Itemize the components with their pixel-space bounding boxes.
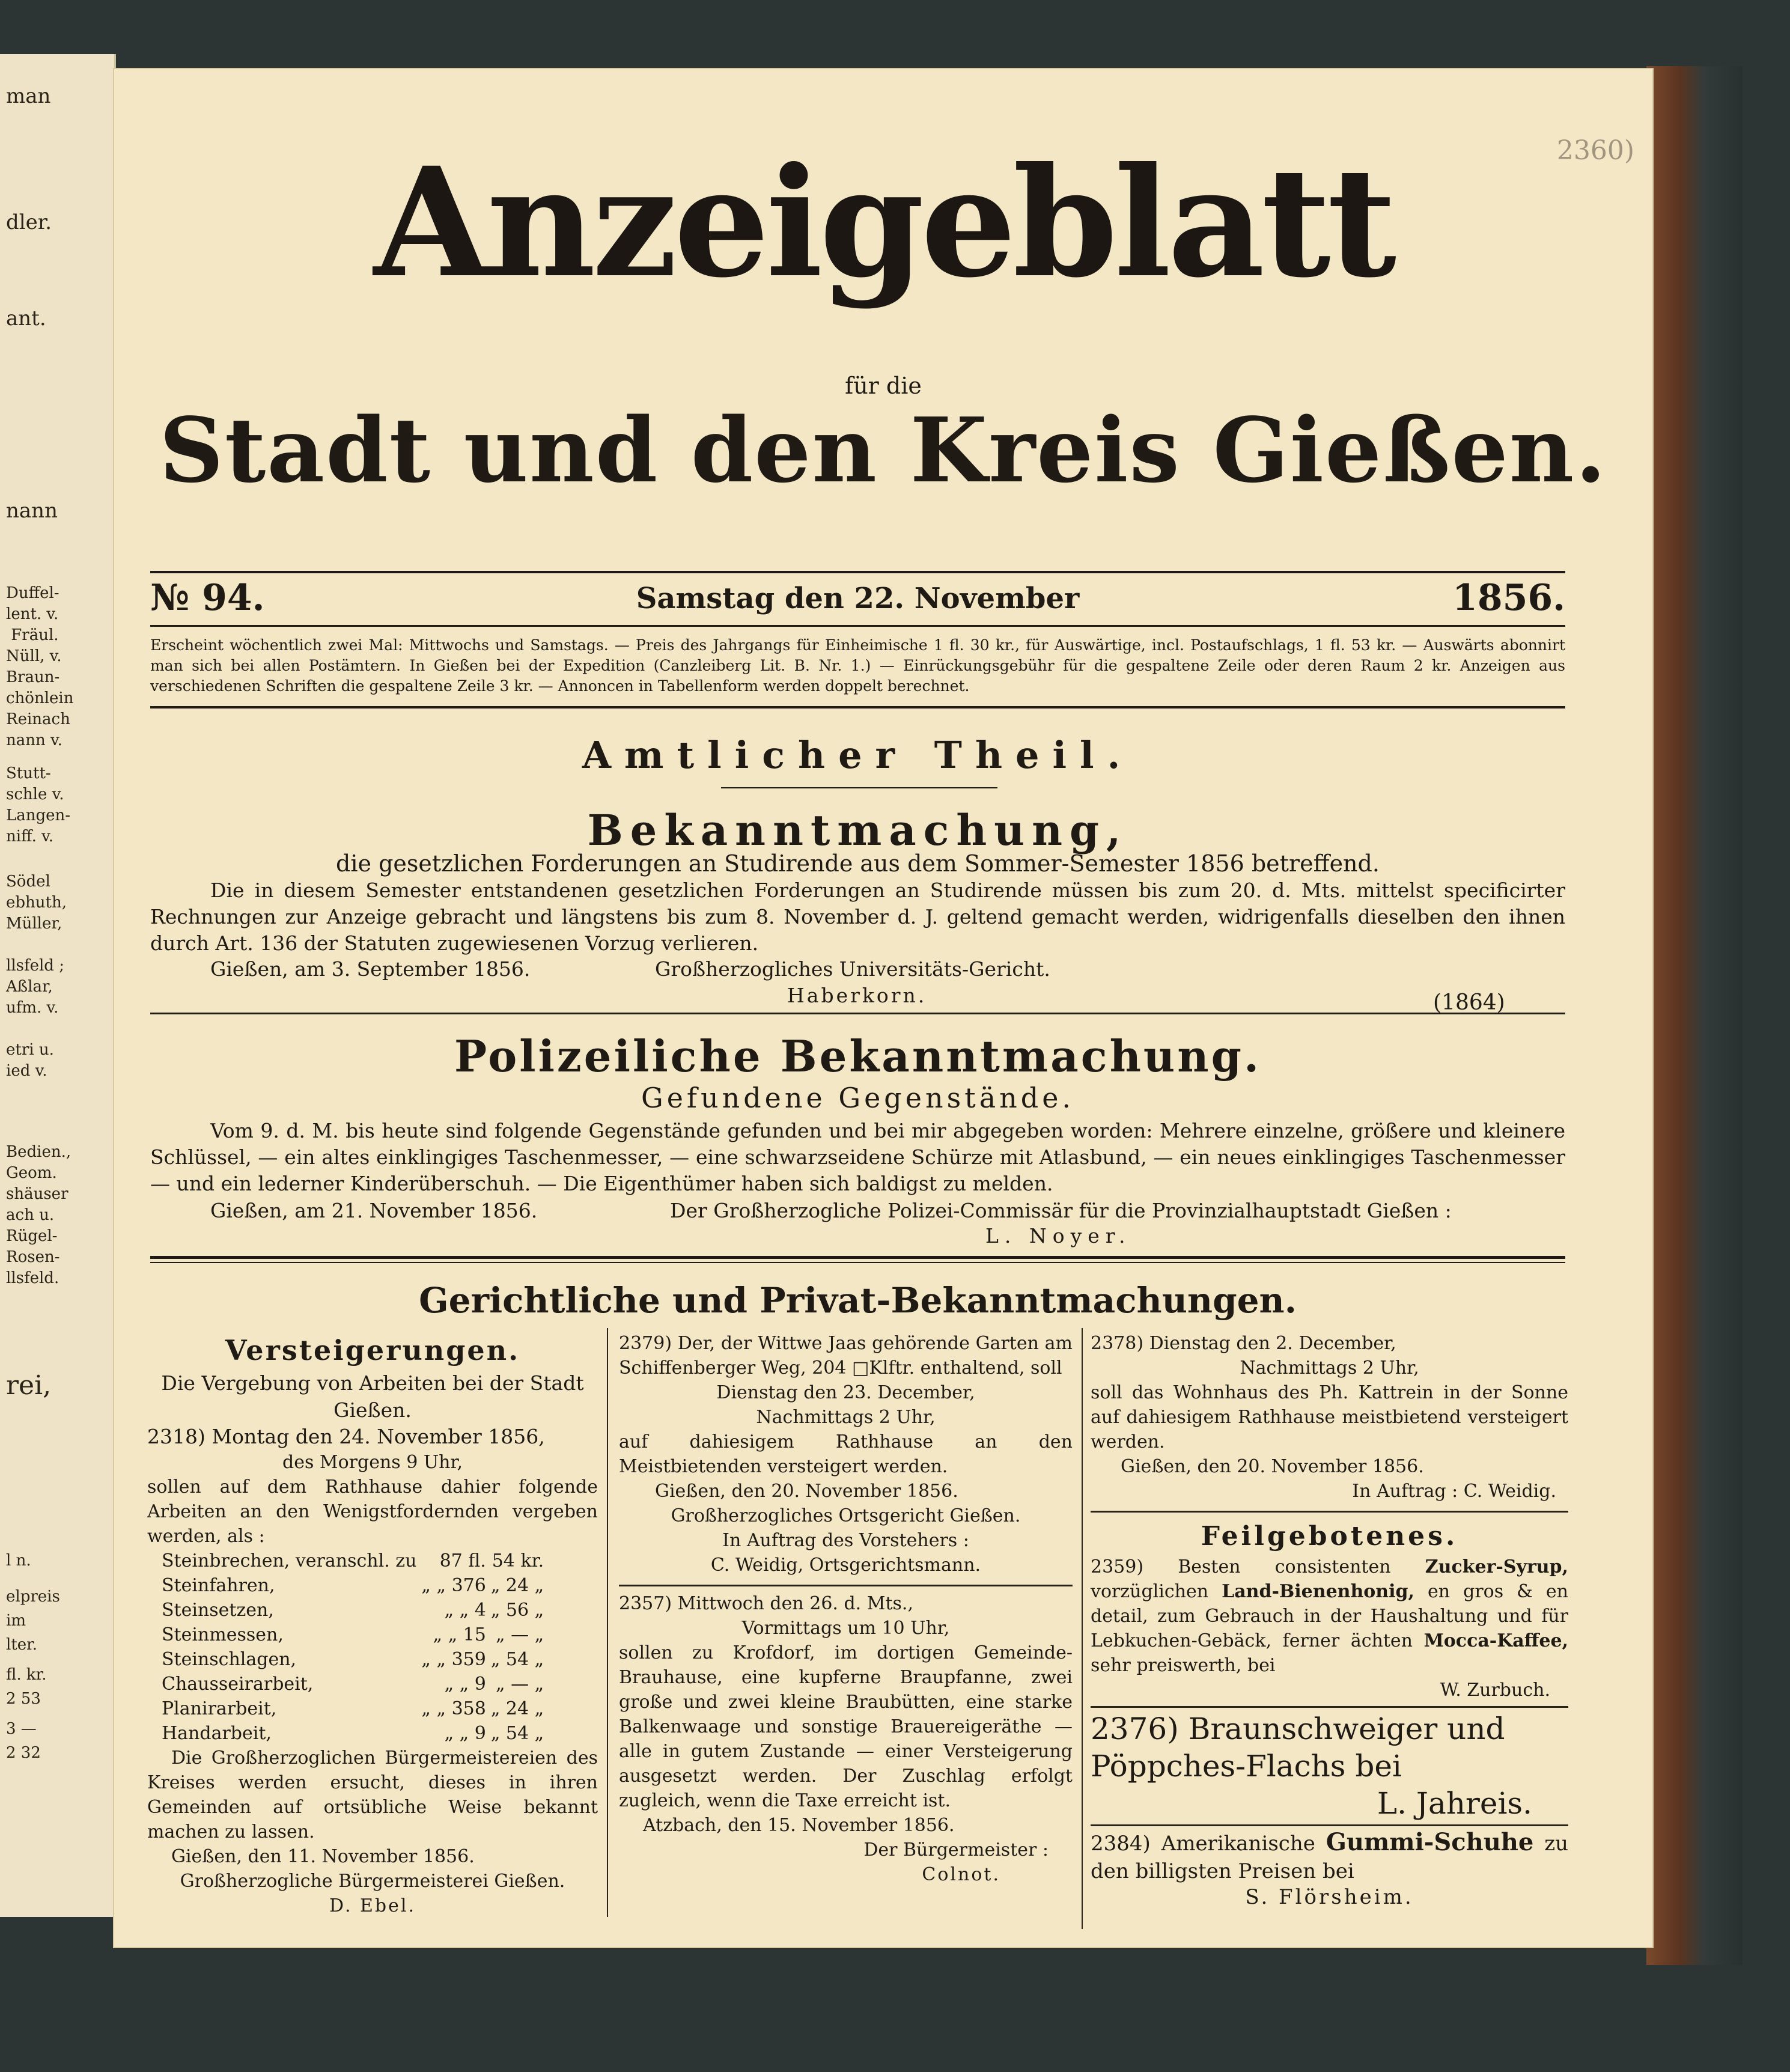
rubber-shoe-ad-text: 2384) Amerikanische — [1091, 1832, 1315, 1856]
left-page-line: rei, — [6, 1370, 52, 1401]
notice-signer: Haberkorn. — [787, 984, 927, 1007]
left-page-fragment: Södel ebhuth, Müller, — [6, 873, 67, 933]
issue-number: № 94. — [150, 577, 265, 619]
garden-auction-time: Nachmittags 2 Uhr, — [756, 1407, 936, 1428]
left-page-line: ant. — [6, 306, 46, 331]
rubber-shoe-ad-text: zu den billigsten Preisen bei — [1091, 1832, 1568, 1883]
bleed-through-page-number: 2360) — [1556, 135, 1634, 166]
section-heading-for-sale: Feilgebotenes. — [1201, 1521, 1458, 1552]
price-item-florin: 87 fl. — [439, 1550, 486, 1571]
police-notice-body: Vom 9. d. M. bis heute sind folgende Gegenstände gefunden und bei mir abgegeben worden: Mehrere einzelne, größere und kleinere Schlüssel, — ein altes einklingiges Taschenmesser, — eine schwarzseidene Schürze mit Atlasbund, — ein neues einklingiges Taschenmesser — und ein lederner Kinderüberschuh. — Die Eigenthümer haben sich baldigst zu melden. — [150, 1119, 1565, 1195]
auction-text: sollen auf dem Rathhause dahier folgende Arbeiten an den Wenigstfordernden vergeben werden, als : — [147, 1476, 598, 1547]
brewery-auction-place-date: Atzbach, den 15. November 1856. — [643, 1815, 955, 1836]
price-item-kreuzer: „ 24 „ — [490, 1575, 544, 1596]
notice-authority: Großherzogliches Universitäts-Gericht. — [655, 957, 1050, 981]
price-item-florin: „ „ 4 — [444, 1600, 486, 1621]
house-auction-text: soll das Wohnhaus des Ph. Kattrein in der Sonne auf dahiesigem Rathhause meistbietend versteigert werden. — [1091, 1382, 1568, 1452]
garden-auction-authority: Großherzogliches Ortsgericht Gießen. — [671, 1505, 1021, 1526]
price-row — [159, 1721, 546, 1746]
brewery-auction-time: Vormittags um 10 Uhr, — [741, 1618, 950, 1639]
price-item-kreuzer: „ 54 „ — [490, 1723, 544, 1744]
price-item-florin: „ „ 359 — [421, 1649, 486, 1670]
section-heading-court-private: Gerichtliche und Privat-Bekanntmachungen. — [419, 1280, 1297, 1321]
left-page-fragment: Bedien., Geom. shäuser ach u. Rügel- Rosen- llsfeld. — [6, 1143, 72, 1287]
price-item-kreuzer: 54 kr. — [492, 1550, 544, 1571]
price-item-kreuzer: „ — „ — [496, 1674, 544, 1695]
masthead-fuer: für die — [845, 373, 922, 399]
left-page-fragment: elpreis — [6, 1588, 60, 1606]
issue-date: Samstag den 22. November — [636, 582, 1080, 615]
issue-year: 1856. — [1452, 577, 1565, 619]
sale-ad-text: en gros & en detail, zum Gebrauch in der Haushaltung und für Lebkuchen-Gebäck, ferner ächten — [1091, 1581, 1568, 1651]
auction-intro: Die Vergebung von Arbeiten bei der Stadt Gießen. — [161, 1371, 584, 1422]
house-auction-place-date: Gießen, den 20. November 1856. — [1121, 1456, 1424, 1477]
rule — [721, 787, 997, 788]
rule — [150, 1013, 1565, 1014]
left-page-fragment: 2 53 — [6, 1690, 41, 1708]
left-page-fragment: l n. — [6, 1552, 31, 1570]
police-notice-heading: Polizeiliche Bekanntmachung. — [454, 1031, 1262, 1082]
left-page-fragment: Duffel- lent. v. Fräul. Nüll, v. Braun- chönlein Reinach nann v. — [6, 584, 74, 749]
price-item-name: Steinbrechen, veranschl. zu — [162, 1550, 417, 1571]
rule — [150, 571, 1565, 573]
price-row — [159, 1623, 546, 1647]
left-page-fragment: Stutt- schle v. Langen- niff. v. — [6, 764, 71, 846]
police-notice-subheading: Gefundene Gegenstände. — [641, 1082, 1075, 1114]
brewery-auction-text: sollen zu Krofdorf, im dortigen Gemeinde-Brauhause, eine kupferne Braupfanne, zwei große und zwei kleine Braubütten, eine starke Balkenwaage und sonstige Brauereigeräthe — alle in gutem Zustande — einer Versteigerung ausgesetzt werden. Der Zuschlag erfolgt zugleich, wenn die Taxe erreicht ist. — [619, 1642, 1073, 1811]
rubber-shoe-ad-signer: S. Flörsheim. — [1245, 1885, 1414, 1909]
price-item-kreuzer: „ 54 „ — [490, 1649, 544, 1670]
left-page-fragment: etri u. ied v. — [6, 1041, 54, 1080]
sale-ad-product: Zucker-Syrup, — [1425, 1556, 1568, 1577]
left-page-line: nann — [6, 499, 58, 523]
price-row — [159, 1647, 546, 1672]
price-item-name: Planirarbeit, — [162, 1698, 277, 1719]
house-auction-lead: 2378) Dienstag den 2. December, — [1091, 1333, 1396, 1354]
sale-ad-text: vorzüglichen — [1091, 1581, 1209, 1602]
column-right — [1091, 1331, 1568, 1910]
masthead-subtitle: Stadt und den Kreis Gießen. — [159, 398, 1607, 502]
house-auction-signer: In Auftrag : C. Weidig. — [1352, 1481, 1556, 1502]
notice-subheading: die gesetzlichen Forderungen an Studirende aus dem Sommer-Semester 1856 betreffend. — [336, 850, 1380, 877]
rubber-shoe-ad — [1091, 1829, 1568, 1885]
sale-ad-signer: W. Zurbuch. — [1440, 1680, 1550, 1701]
column-divider — [1082, 1328, 1083, 1929]
left-page-fragment: llsfeld ; Aßlar, ufm. v. — [6, 957, 64, 1017]
sale-ad-text: 2359) Besten consistenten — [1091, 1556, 1391, 1577]
auction-closing: Die Großherzoglichen Bürgermeistereien des Kreises werden ersucht, dieses in ihren Gemeinden auf ortsübliche Weise bekannt machen zu lassen. — [147, 1747, 598, 1842]
auction-lead: 2318) Montag den 24. November 1856, — [147, 1425, 545, 1448]
price-row — [159, 1573, 546, 1598]
price-item-kreuzer: „ 24 „ — [490, 1698, 544, 1719]
price-table — [159, 1549, 546, 1746]
police-authority: Der Großherzogliche Polizei-Commissär für die Provinzialhauptstadt Gießen : — [670, 1199, 1452, 1222]
auction-signer: D. Ebel. — [329, 1895, 416, 1916]
garden-auction-text: auf dahiesigem Rathhause an den Meistbietenden versteigert werden. — [619, 1431, 1073, 1477]
notice-place-date: Gießen, am 3. September 1856. — [210, 957, 531, 981]
garden-auction-place-date: Gießen, den 20. November 1856. — [655, 1481, 958, 1502]
rule — [150, 1262, 1565, 1263]
price-item-name: Chausseirarbeit, — [162, 1674, 314, 1695]
subscription-terms: Erscheint wöchentlich zwei Mal: Mittwochs und Samstags. — Preis des Jahrgangs für Einheimische 1 fl. 30 kr., für Auswärtige, incl. Postaufschlags, 1 fl. 53 kr. — Auswärts abonnirt man sich bei allen Postämtern. In Gießen bei der Expedition (Canzleiberg Lit. B. Nr. 1.) — Einrückungsgebühr für die gespaltene Zeile oder deren Raum 2 kr. Anzeigen aus verschiedenen Schriften die gespaltene Zeile 3 kr. — Annoncen in Tabellenform werden doppelt berechnet. — [150, 636, 1565, 695]
price-row — [159, 1549, 546, 1573]
garden-auction-order: In Auftrag des Vorstehers : — [722, 1530, 969, 1551]
price-item-name: Steinmessen, — [162, 1624, 284, 1645]
rule — [150, 625, 1565, 627]
left-page-fragment: fl. kr. — [6, 1666, 47, 1684]
masthead-title: Anzeigeblatt — [373, 134, 1393, 311]
notice-number: (1864) — [1433, 990, 1505, 1015]
newspaper-page — [114, 69, 1652, 1947]
police-place-date: Gießen, am 21. November 1856. — [210, 1199, 538, 1222]
left-page-fragment: lter. — [6, 1636, 37, 1654]
price-item-name: Steinsetzen, — [162, 1600, 274, 1621]
flax-ad-line: Pöppches-Flachs bei — [1091, 1749, 1402, 1784]
brewery-auction-authority: Der Bürgermeister : — [863, 1839, 1049, 1860]
garden-auction-signer: C. Weidig, Ortsgerichtsmann. — [710, 1555, 981, 1576]
rule — [1091, 1702, 1568, 1708]
column-middle — [619, 1331, 1073, 1887]
flax-ad-signer: L. Jahreis. — [1377, 1786, 1532, 1821]
rule — [1091, 1822, 1568, 1826]
rule — [150, 706, 1565, 708]
column-auctions — [147, 1331, 598, 1918]
sale-ad-syrup — [1091, 1555, 1568, 1678]
section-heading-official: Amtlicher Theil. — [582, 733, 1134, 777]
auction-authority: Großherzogliche Bürgermeisterei Gießen. — [180, 1871, 565, 1892]
garden-auction-lead: 2379) Der, der Wittwe Jaas gehörende Garten am Schiffenberger Weg, 204 □Klftr. enthaltend, soll — [619, 1333, 1073, 1379]
price-item-florin: „ „ 9 — [444, 1674, 486, 1695]
flax-ad-line: 2376) Braunschweiger und — [1091, 1711, 1505, 1746]
garden-auction-date: Dienstag den 23. December, — [716, 1382, 975, 1403]
rule — [1091, 1504, 1568, 1513]
notice-heading: Bekanntmachung, — [587, 805, 1128, 855]
sale-ad-product: Land-Bienenhonig, — [1222, 1581, 1414, 1602]
left-page-fragment: 2 32 — [6, 1744, 41, 1762]
price-item-kreuzer: „ — „ — [496, 1624, 544, 1645]
auction-time: des Morgens 9 Uhr, — [282, 1452, 463, 1473]
left-page-fragment: 3 — — [6, 1720, 37, 1738]
price-item-florin: „ „ 15 — [433, 1624, 486, 1645]
brewery-auction-signer: Colnot. — [922, 1864, 1000, 1885]
price-row — [159, 1696, 546, 1721]
column-divider — [607, 1328, 608, 1917]
adjacent-left-page — [0, 54, 116, 1917]
left-page-fragment: im — [6, 1612, 26, 1630]
price-item-florin: „ „ 9 — [444, 1723, 486, 1744]
sale-ad-product: Mocca-Kaffee, — [1423, 1630, 1568, 1651]
price-item-florin: „ „ 358 — [421, 1698, 486, 1719]
price-row — [159, 1672, 546, 1696]
column-heading: Versteigerungen. — [225, 1334, 520, 1367]
sale-ad-text: sehr preiswerth, bei — [1091, 1655, 1276, 1676]
rule — [150, 1256, 1565, 1259]
price-row — [159, 1598, 546, 1623]
price-item-kreuzer: „ 56 „ — [490, 1600, 544, 1621]
rule — [619, 1577, 1073, 1586]
house-auction-time: Nachmittags 2 Uhr, — [1240, 1357, 1419, 1379]
issue-row — [150, 577, 1565, 619]
price-item-name: Handarbeit, — [162, 1723, 272, 1744]
price-item-name: Steinschlagen, — [162, 1649, 297, 1670]
price-item-name: Steinfahren, — [162, 1575, 275, 1596]
police-signer: L. Noyer. — [985, 1224, 1131, 1248]
left-page-line: dler. — [6, 210, 52, 234]
book-binding — [1646, 66, 1743, 1965]
auction-place-date: Gießen, den 11. November 1856. — [171, 1846, 475, 1867]
left-page-line: man — [6, 84, 51, 108]
brewery-auction-lead: 2357) Mittwoch den 26. d. Mts., — [619, 1593, 913, 1614]
rubber-shoe-ad-product: Gummi-Schuhe — [1326, 1828, 1534, 1856]
price-item-florin: „ „ 376 — [421, 1575, 486, 1596]
notice-body: Die in diesem Semester entstandenen gesetzlichen Forderungen an Studirende müssen bis zum 20. d. Mts. mittelst specificirter Rechnungen zur Anzeige gebracht und längstens bis zum 8. November d. J. geltend gemacht werden, widrigenfalls dieselben den ihnen durch Art. 136 der Statuten zugewiesenen Vorzug verlieren. — [150, 879, 1565, 955]
